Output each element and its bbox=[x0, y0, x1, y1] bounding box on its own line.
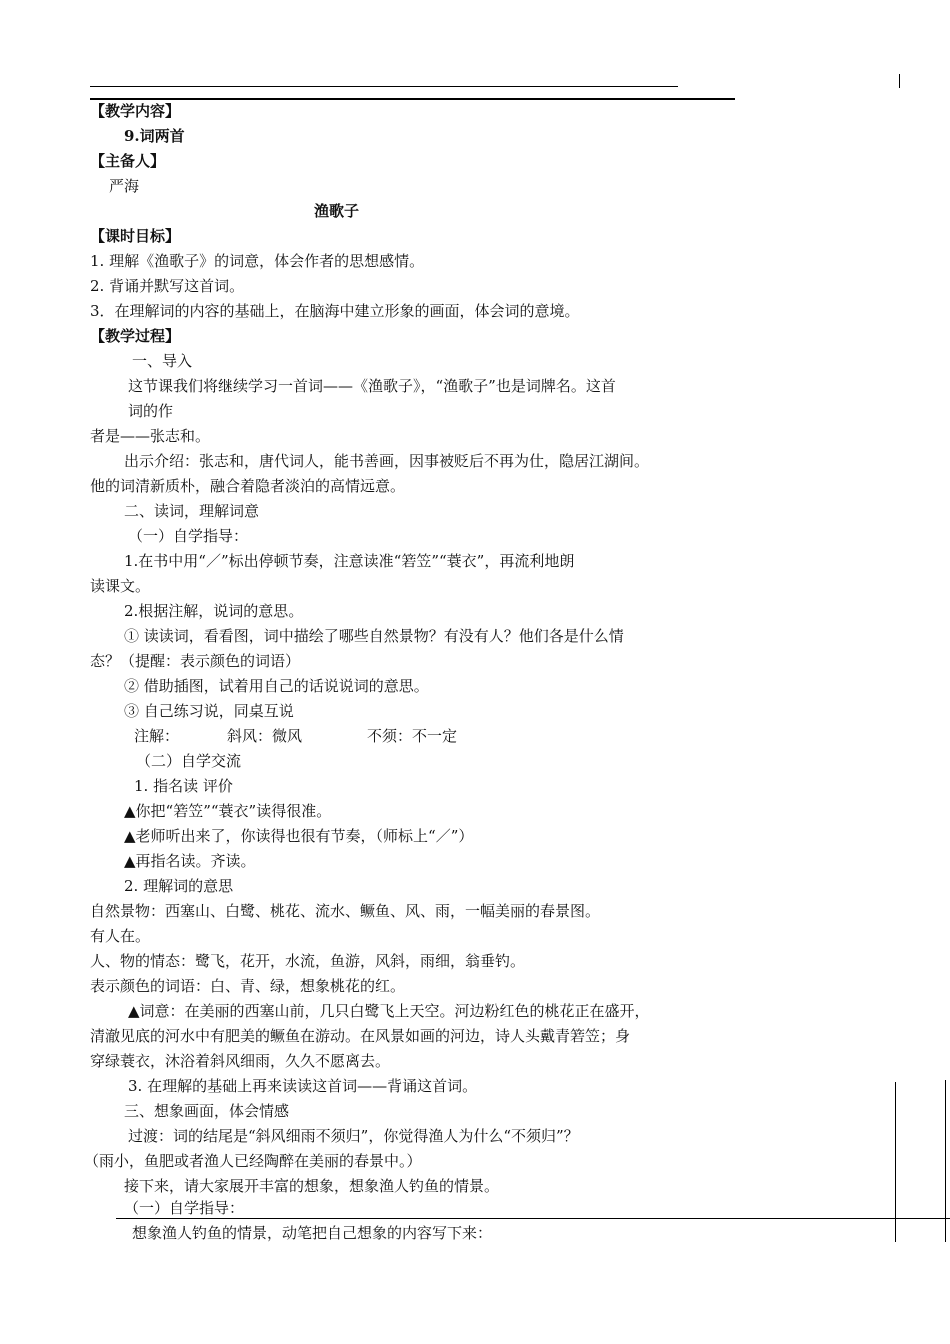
poem-title: 渔歌子 bbox=[314, 202, 360, 220]
feedback-line: ▲再指名读。齐读。 bbox=[124, 852, 256, 870]
step-heading: 三、想象画面，体会情感 bbox=[124, 1102, 290, 1120]
body-line: 1. 指名读 评价 bbox=[134, 777, 233, 795]
step-heading: 一、导入 bbox=[132, 352, 193, 370]
section-heading-preparer: 【主备人】 bbox=[90, 152, 166, 170]
lesson-title: 9.词两首 bbox=[124, 127, 185, 145]
body-line: 态？（提醒：表示颜色的词语） bbox=[90, 652, 301, 670]
header-rule-2 bbox=[90, 98, 735, 100]
body-line: 穿绿蓑衣，沐浴着斜风细雨，久久不愿离去。 bbox=[90, 1052, 391, 1070]
body-line: 这节课我们将继续学习一首词——《渔歌子》，“渔歌子”也是词牌名。这首 bbox=[128, 377, 616, 395]
body-line: 3. 在理解的基础上再来读读这首词——背诵这首词。 bbox=[128, 1077, 478, 1095]
sub-heading: （二）自学交流 bbox=[136, 752, 242, 770]
body-line: 2. 理解词的意思 bbox=[124, 877, 234, 895]
body-line: ② 借助插图，试着用自己的话说说词的意思。 bbox=[124, 677, 429, 695]
note-label: 注解： bbox=[134, 727, 180, 745]
body-line: ③ 自己练习说，同桌互说 bbox=[124, 702, 294, 720]
body-line: 2.根据注解，说词的意思。 bbox=[124, 602, 304, 620]
section-heading-process: 【教学过程】 bbox=[90, 327, 181, 345]
goal-item: 2. 背诵并默写这首词。 bbox=[90, 277, 245, 295]
section-heading-goals: 【课时目标】 bbox=[90, 227, 181, 245]
note-item: 斜风：微风 bbox=[227, 727, 303, 745]
goal-item: 1. 理解《渔歌子》的词意，体会作者的思想感情。 bbox=[90, 252, 425, 270]
section-heading-content: 【教学内容】 bbox=[90, 102, 181, 120]
body-line: ① 读读词，看看图，词中描绘了哪些自然景物？有没有人？他们各是什么情 bbox=[124, 627, 624, 645]
feedback-line: ▲老师听出来了，你读得也很有节奏，（师标上“／”） bbox=[124, 827, 474, 845]
goal-item: 3．在理解词的内容的基础上，在脑海中建立形象的画面，体会词的意境。 bbox=[90, 302, 580, 320]
body-line: 接下来，请大家展开丰富的想象，想象渔人钓鱼的情景。 bbox=[124, 1177, 500, 1195]
body-line: （雨小，鱼肥或者渔人已经陶醉在美丽的春景中。） bbox=[84, 1152, 422, 1170]
body-line: 表示颜色的词语：白、青、绿，想象桃花的红。 bbox=[90, 977, 406, 995]
sub-heading: （一）自学指导： bbox=[124, 1199, 245, 1217]
feedback-line: ▲你把“箬笠”“蓑衣”读得很准。 bbox=[124, 802, 332, 820]
body-line: 他的词清新质朴，融合着隐者淡泊的高情远意。 bbox=[90, 477, 406, 495]
table-row-rule bbox=[116, 1218, 950, 1219]
top-right-mark bbox=[899, 74, 900, 88]
note-item: 不须：不一定 bbox=[367, 727, 458, 745]
body-line: 有人在。 bbox=[90, 927, 151, 945]
body-line: ▲词意：在美丽的西塞山前，几只白鹭飞上天空。河边粉红色的桃花正在盛开， bbox=[128, 1002, 650, 1020]
body-line: 者是——张志和。 bbox=[90, 427, 211, 445]
body-line: 出示介绍：张志和，唐代词人，能书善画，因事被贬后不再为仕，隐居江湖间。 bbox=[124, 452, 650, 470]
body-line: 过渡：词的结尾是“斜风细雨不须归”，你觉得渔人为什么“不须归”？ bbox=[128, 1127, 579, 1145]
body-line: 想象渔人钓鱼的情景，动笔把自己想象的内容写下来： bbox=[132, 1224, 493, 1242]
body-line: 清澈见底的河水中有肥美的鳜鱼在游动。在风景如画的河边，诗人头戴青箬笠；身 bbox=[90, 1027, 631, 1045]
body-line: 人、物的情态：鹭飞，花开，水流，鱼游，风斜，雨细，翁垂钓。 bbox=[90, 952, 526, 970]
preparer-name: 严海 bbox=[109, 177, 140, 195]
sub-heading: （一）自学指导： bbox=[128, 527, 249, 545]
body-line: 词的作 bbox=[128, 402, 174, 420]
step-heading: 二、读词，理解词意 bbox=[124, 502, 260, 520]
body-line: 自然景物：西塞山、白鹭、桃花、流水、鳜鱼、风、雨，一幅美丽的春景图。 bbox=[90, 902, 601, 920]
body-line: 1.在书中用“／”标出停顿节奏，注意读准“箬笠”“蓑衣”，再流利地朗 bbox=[124, 552, 575, 570]
header-rule-1 bbox=[90, 86, 678, 87]
body-line: 读课文。 bbox=[90, 577, 151, 595]
